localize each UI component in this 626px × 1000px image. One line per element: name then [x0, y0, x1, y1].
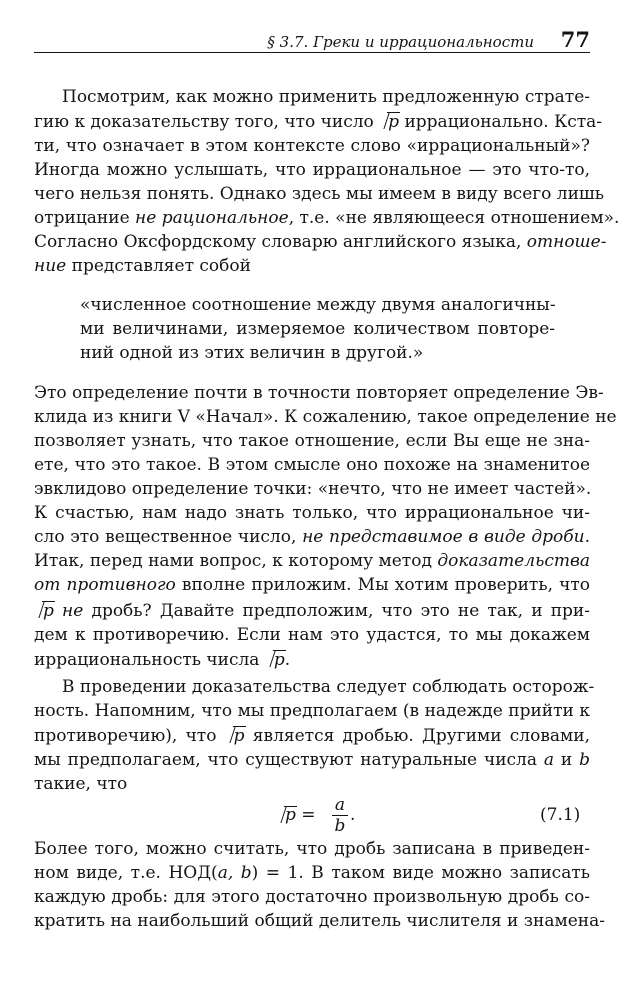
- paragraph2-line6: К счастью, нам надо знать только, что иррациональное чи-: [34, 503, 590, 523]
- paragraph2-line8: Итак, перед нами вопрос, к которому метод доказательства: [34, 551, 590, 571]
- paragraph1-line1: Посмотрим, как можно применить предложенную страте-: [62, 87, 590, 107]
- paragraph2-line3: позволяет узнать, что такое отношение, если Вы еще не зна-: [34, 431, 590, 451]
- sqrt-symbol: p: [379, 111, 399, 133]
- paragraph2-line11: дем к противоречию. Если нам это удастся, то мы докажем: [34, 625, 590, 645]
- sqrt-symbol: p: [276, 805, 296, 825]
- paragraph1-line3: ти, что означает в этом контексте слово «иррациональный»?: [34, 136, 590, 156]
- section-title: § 3.7. Греки и иррациональности: [267, 33, 534, 51]
- paragraph1-line4: Иногда можно услышать, что иррациональное — это что-то,: [34, 160, 590, 180]
- paragraph2-line4: ете, что это такое. В этом смысле оно похоже на знаменитое: [34, 455, 590, 475]
- paragraph1-line7: Согласно Оксфордскому словарю английского языка, отноше-: [34, 232, 607, 252]
- sqrt-symbol: p: [34, 600, 54, 622]
- paragraph1-line6: отрицание не рациональное, т.е. «не являющееся отношением».: [34, 208, 620, 228]
- running-header: [34, 26, 590, 53]
- paragraph1-line2: гию к доказательству того, что число p иррационально. Кста-: [34, 112, 603, 132]
- paragraph2-line12: иррациональность числа p.: [34, 650, 291, 670]
- sqrt-symbol: p: [225, 725, 245, 747]
- paragraph3-line5: такие, что: [34, 774, 128, 794]
- paragraph2-line1: Это определение почти в точности повторяет определение Эв-: [34, 383, 604, 403]
- paragraph3-line4: мы предполагаем, что существуют натуральные числа a и b: [34, 750, 590, 770]
- quote-line3: ний одной из этих величин в другой.»: [80, 343, 424, 363]
- paragraph3-line3: противоречию), что p является дробью. Другими словами,: [34, 726, 590, 746]
- equation-label: (7.1): [540, 805, 581, 825]
- paragraph2-line7: сло это вещественное число, не представимое в виде дроби.: [34, 527, 590, 547]
- fraction: a b: [332, 796, 348, 835]
- sqrt-symbol: p: [265, 649, 285, 671]
- paragraph2-line9: от противного вполне приложим. Мы хотим проверить, что: [34, 575, 590, 595]
- equation-7-1: p = a b . (7.1): [0, 796, 626, 836]
- paragraph4-line3: каждую дробь: для этого достаточно произвольную дробь со-: [34, 887, 590, 907]
- paragraph2-line2: клида из книги V «Начал». К сожалению, такое определение не: [34, 407, 617, 427]
- paragraph2-line5: эвклидово определение точки: «нечто, что не имеет частей».: [34, 479, 592, 499]
- paragraph1-line5: чего нельзя понять. Однако здесь мы имеем в виду всего лишь: [34, 184, 604, 204]
- paragraph4-line1: Более того, можно считать, что дробь записана в приведен-: [34, 839, 590, 859]
- quote-line1: «численное соотношение между двумя аналогичны-: [80, 295, 556, 315]
- page-number: 77: [560, 27, 590, 52]
- paragraph2-line10: p не дробь? Давайте предположим, что это не так, и при-: [34, 600, 590, 622]
- paragraph4-line2: ном виде, т.е. НОД(a, b) = 1. В таком виде можно записать: [34, 863, 591, 883]
- paragraph1-line8: ние представляет собой: [34, 256, 251, 276]
- paragraph4-line4: кратить на наибольший общий делитель числителя и знамена-: [34, 911, 606, 931]
- paragraph3-line1: В проведении доказательства следует соблюдать осторож-: [62, 677, 595, 697]
- quote-line2: ми величинами, измеряемое количеством повторе-: [80, 319, 555, 339]
- paragraph3-line2: ность. Напомним, что мы предполагаем (в надежде прийти к: [34, 701, 590, 721]
